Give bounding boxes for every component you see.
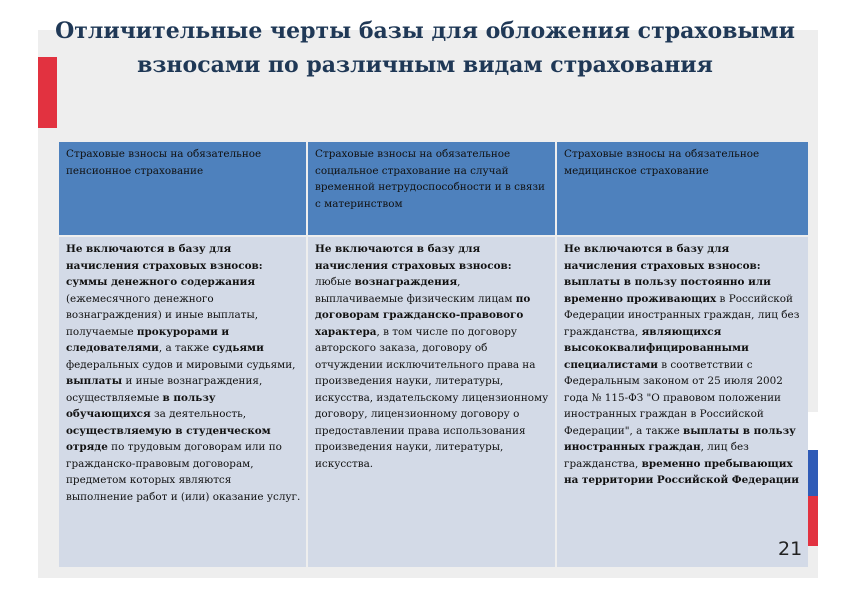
cell-pension-insurance	[59, 237, 306, 567]
page-number: 21	[778, 538, 803, 560]
text-run: по договорам гражданско-правового характера	[315, 292, 531, 338]
text-run: федеральных судов и мировыми судьями,	[66, 358, 296, 371]
text-run: по трудовым договорам или по гражданско-правовым договорам, предметом которых являются выполнение работ и (или) оказание услуг.	[66, 441, 301, 503]
text-run: и иные вознаграждения, осуществляемые	[66, 375, 263, 404]
text-run: в соответствии с Федеральным законом от 25 июля 2002 года № 115-ФЗ "О правовом положении иностранных граждан в Российской Федерации", а также	[564, 358, 783, 437]
slide-title: Отличительные черты базы для обложения страховыми взносами по различным видам страхования	[55, 18, 795, 78]
text-run: временно пребывающих на территории Российской Федерации	[564, 457, 799, 486]
table-header-row	[59, 142, 808, 235]
header-social-insurance: Страховые взносы на обязательное социальное страхование на случай временной нетрудоспособности и в связи с материнством	[308, 142, 555, 235]
cell-medical-insurance	[557, 237, 808, 567]
header-medical-insurance: Страховые взносы на обязательное медицинское страхование	[557, 142, 808, 235]
text-run: , лиц без гражданства,	[564, 441, 749, 470]
text-run: Не включаются в базу для начисления страховых взносов: суммы денежного содержания	[66, 243, 263, 288]
cell-social-insurance	[308, 237, 555, 567]
text-run: , а также	[158, 342, 213, 354]
text-run: , в том числе по договору авторского заказа, договору об отчуждении исключительного права на произведения науки, литературы, искусства, издательскому лицензионному договору, лицензионному договору о предоставлении права использования произведения науки, литературы, искусства.	[315, 325, 549, 470]
text-run: в Российской Федерации иностранных граждан, лиц без гражданства,	[564, 292, 800, 338]
text-run: выплаты	[66, 375, 123, 387]
text-run: являющихся высококвалифицированными специалистами	[564, 325, 749, 371]
text-run: за деятельность,	[150, 408, 247, 420]
text-run: прокурорами и следователями	[66, 325, 230, 354]
text-run: , выплачиваемые физическим лицам	[315, 276, 516, 305]
text-run: выплаты в пользу иностранных граждан	[564, 424, 796, 453]
text-run: Не включаются в базу для начисления страховых взносов: выплаты в пользу постоянно или временно проживающих	[564, 243, 771, 305]
text-run: осуществляемую в студенческом отряде	[66, 424, 271, 453]
text-run: любые	[315, 276, 355, 288]
text-run: (ежемесячного денежного вознаграждения) и иные выплаты, получаемые	[66, 292, 259, 338]
header-pension-insurance: Страховые взносы на обязательное пенсионное страхование	[59, 142, 306, 235]
comparison-table	[57, 140, 810, 569]
text-run: в пользу обучающихся	[66, 391, 216, 420]
table-row	[59, 237, 808, 567]
text-run: Не включаются в базу для начисления страховых взносов:	[315, 243, 512, 272]
text-run: вознаграждения	[354, 276, 458, 288]
text-run: судьями	[212, 342, 264, 354]
